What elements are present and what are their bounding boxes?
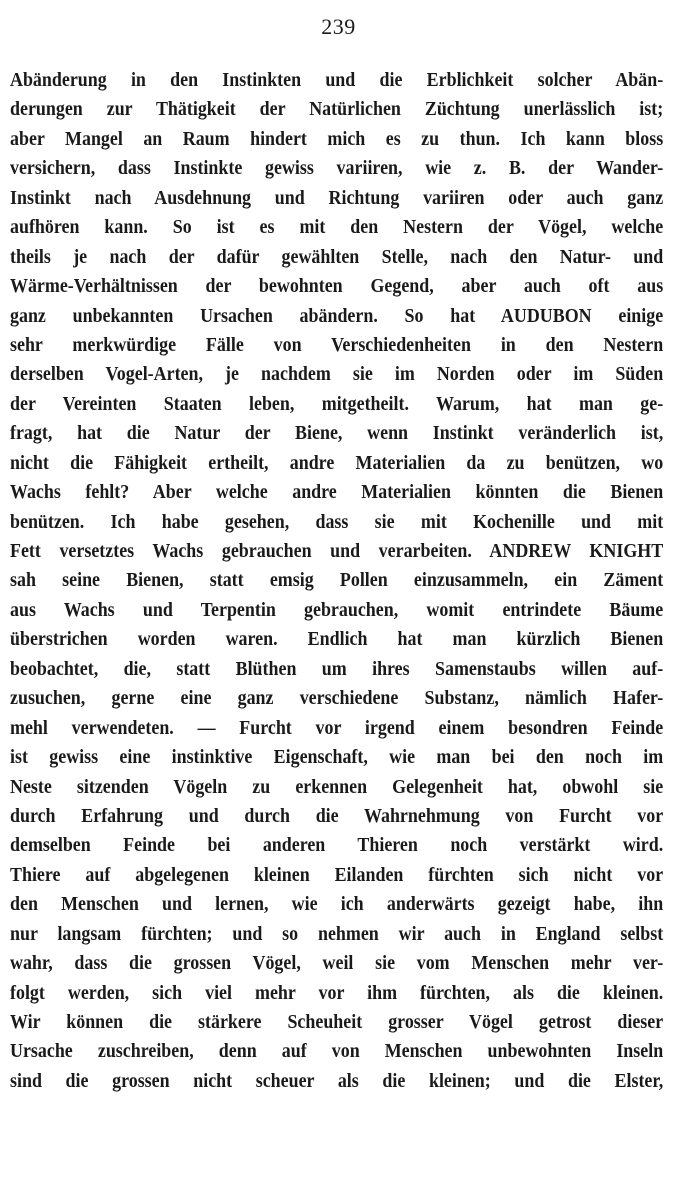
text-line: Ursache zuschreiben, denn auf von Menschen unbewohnten Inseln [10, 1041, 664, 1063]
text-line: durch Erfahrung und durch die Wahrnehmung von Furcht vor [10, 805, 664, 827]
text-line: sehr merkwürdige Fälle von Verschiedenheiten in den Nestern [10, 334, 664, 356]
text-line: sah seine Bienen, statt emsig Pollen einzusammeln, ein Zäment [10, 570, 664, 592]
text-line: Instinkt nach Ausdehnung und Richtung variiren oder auch ganz [10, 187, 664, 209]
text-line: nicht die Fähigkeit ertheilt, andre Materialien da zu benützen, wo [10, 452, 664, 474]
text-line: demselben Feinde bei anderen Thieren noch verstärkt wird. [10, 835, 664, 857]
text-line: Wärme-Verhältnissen der bewohnten Gegend, aber auch oft aus [10, 276, 664, 298]
text-line: beobachtet, die, statt Blüthen um ihres Samenstaubs willen auf- [10, 658, 664, 680]
text-line: theils je nach der dafür gewählten Stelle, nach den Natur- und [10, 246, 664, 268]
text-line: Wir können die stärkere Scheuheit grosser Vögel getrost dieser [10, 1012, 664, 1033]
text-line: Abänderung in den Instinkten und die Erblichkeit solcher Abän- [10, 70, 664, 91]
text-line: sind die grossen nicht scheuer als die kleinen; und die Elster, [10, 1070, 664, 1092]
page-number: 239 [321, 14, 356, 39]
body-text [10, 66, 663, 1096]
text-line: Wachs fehlt? Aber welche andre Materialien könnten die Bienen [10, 482, 664, 504]
text-line: aufhören kann. So ist es mit den Nestern der Vögel, welche [10, 217, 664, 239]
text-line: folgt werden, sich viel mehr vor ihm fürchten, als die kleinen. [10, 982, 664, 1004]
text-line: ist gewiss eine instinktive Eigenschaft, wie man bei den noch im [10, 747, 664, 769]
text-line: den Menschen und lernen, wie ich anderwärts gezeigt habe, ihn [10, 894, 664, 916]
text-line: mehl verwendeten. — Furcht vor irgend einem besondren Feinde [10, 717, 664, 739]
text-line: fragt, hat die Natur der Biene, wenn Instinkt veränderlich ist, [10, 423, 664, 445]
text-line: aus Wachs und Terpentin gebrauchen, womit entrindete Bäume [10, 599, 664, 621]
text-line: Thiere auf abgelegenen kleinen Eilanden fürchten sich nicht vor [10, 864, 664, 886]
text-line: versichern, dass Instinkte gewiss variiren, wie z. B. der Wander- [10, 158, 664, 180]
text-line: wahr, dass die grossen Vögel, weil sie vom Menschen mehr ver- [10, 953, 664, 975]
text-line: Fett versetztes Wachs gebrauchen und verarbeiten. ANDREW KNIGHT [10, 541, 664, 562]
text-line: überstrichen worden waren. Endlich hat man kürzlich Bienen [10, 629, 664, 651]
text-line: aber Mangel an Raum hindert mich es zu thun. Ich kann bloss [10, 128, 664, 150]
text-line: der Vereinten Staaten leben, mitgetheilt. Warum, hat man ge- [10, 393, 664, 415]
text-line: nur langsam fürchten; und so nehmen wir auch in England selbst [10, 923, 664, 945]
text-line: benützen. Ich habe gesehen, dass sie mit Kochenille und mit [10, 511, 664, 533]
text-line: derungen zur Thätigkeit der Natürlichen Züchtung unerlässlich ist; [10, 99, 664, 121]
text-line: ganz unbekannten Ursachen abändern. So hat AUDUBON einige [10, 305, 664, 327]
text-line: derselben Vogel-Arten, je nachdem sie im Norden oder im Süden [10, 364, 664, 386]
text-line: zusuchen, gerne eine ganz verschiedene Substanz, nämlich Hafer- [10, 688, 664, 710]
text-line: Neste sitzenden Vögeln zu erkennen Gelegenheit hat, obwohl sie [10, 776, 664, 798]
